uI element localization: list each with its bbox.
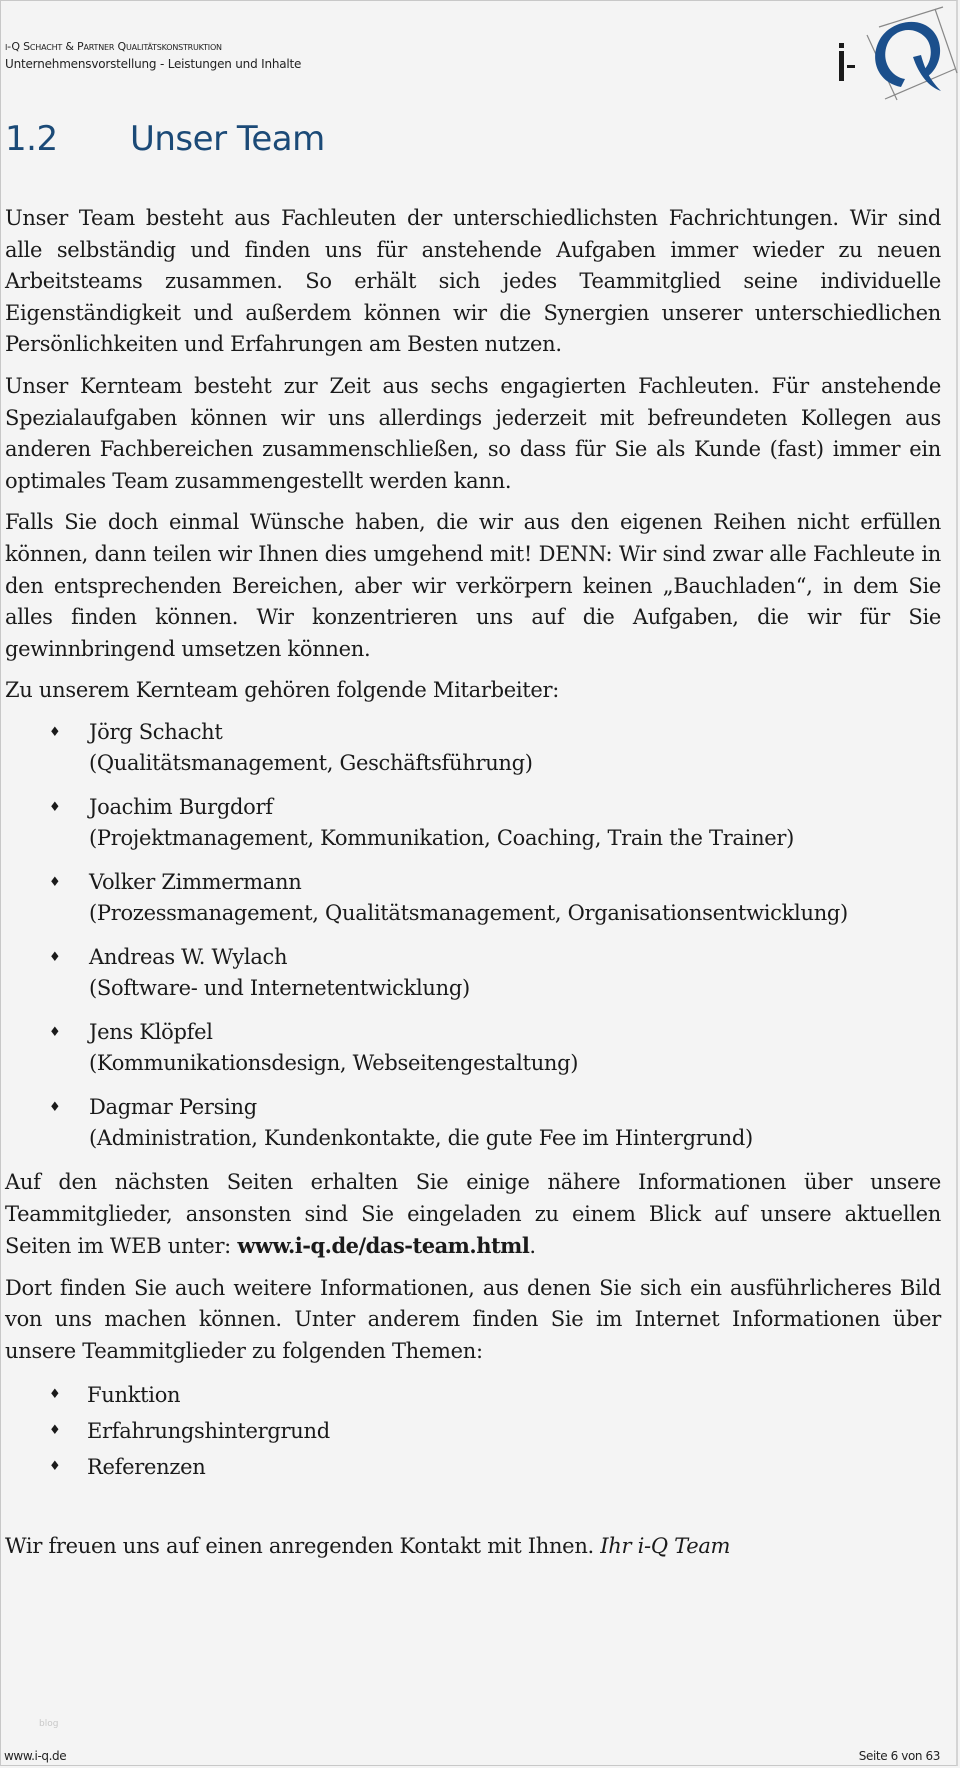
topics-list — [5, 1377, 941, 1485]
diamond-bullet-icon: ♦ — [49, 1459, 61, 1475]
diamond-bullet-icon: ♦ — [49, 1099, 61, 1115]
member-name: Andreas W. Wylach — [89, 944, 288, 969]
topic-item — [5, 1413, 941, 1449]
paragraph-next-pages-text: Auf den nächsten Seiten erhalten Sie einige nähere Informationen über unsere Teammitglieder, ansonsten sind Sie eingeladen zu einem Blick auf unsere aktuellen Seiten im WEB unter: — [5, 1169, 941, 1259]
team-member — [5, 717, 941, 779]
paragraph-members-intro: Zu unserem Kernteam gehören folgende Mitarbeiter: — [5, 678, 560, 703]
closing-text: Wir freuen uns auf einen anregenden Kontakt mit Ihnen. — [5, 1534, 601, 1559]
diamond-bullet-icon: ♦ — [49, 1024, 61, 1040]
team-member — [5, 1092, 941, 1154]
diamond-bullet-icon: ♦ — [49, 874, 61, 890]
header-company: i-Q Schacht & Partner Qualitätskonstruktion — [5, 40, 222, 53]
footer-url[interactable]: www.i-q.de — [4, 1749, 67, 1763]
team-member — [5, 942, 941, 1004]
paragraph-more-info: Dort finden Sie auch weitere Informationen, aus denen Sie sich ein ausführlicheres Bild von uns machen können. Unter anderem finden Sie im Internet Informationen über unsere Teammitglieder zu folgenden Themen: — [5, 1275, 941, 1363]
member-role: (Projektmanagement, Kommunikation, Coaching, Train the Trainer) — [89, 825, 795, 850]
topic-label: Erfahrungshintergrund — [87, 1419, 330, 1444]
diamond-bullet-icon: ♦ — [49, 1387, 61, 1403]
topic-item — [5, 1377, 941, 1413]
watermark: blog — [39, 1719, 59, 1729]
paragraph-core-team: Unser Kernteam besteht zur Zeit aus sechs engagierten Fachleuten. Für anstehende Spezialaufgaben können wir uns allerdings jederzeit mit befreundeten Kollegen aus anderen Fachbereichen zusammenschließen, so dass für Sie als Kunde (fast) immer ein optimales Team zusammengestellt werden kann. — [5, 373, 941, 493]
diamond-bullet-icon: ♦ — [49, 724, 61, 740]
paragraph-closing — [5, 1531, 941, 1563]
team-list — [5, 717, 941, 1154]
body-content — [5, 203, 941, 1573]
footer-page-number: Seite 6 von 63 — [858, 1749, 940, 1763]
member-name: Joachim Burgdorf — [89, 794, 273, 819]
iq-logo-icon — [839, 5, 959, 101]
signature: Ihr i-Q Team — [600, 1534, 731, 1559]
member-role: (Kommunikationsdesign, Webseitengestaltung) — [89, 1050, 579, 1075]
member-name: Jens Klöpfel — [89, 1019, 213, 1044]
member-name: Dagmar Persing — [89, 1094, 257, 1119]
diamond-bullet-icon: ♦ — [49, 949, 61, 965]
topic-item — [5, 1449, 941, 1485]
diamond-bullet-icon: ♦ — [49, 1423, 61, 1439]
section-title: Unser Team — [130, 119, 325, 159]
diamond-bullet-icon: ♦ — [49, 799, 61, 815]
section-heading — [5, 119, 325, 159]
period: . — [529, 1234, 536, 1259]
member-role: (Prozessmanagement, Qualitätsmanagement, Organisationsentwicklung) — [89, 900, 848, 925]
paragraph-intro: Unser Team besteht aus Fachleuten der unterschiedlichsten Fachrichtungen. Wir sind alle selbständig und finden uns für anstehende Aufgaben immer wieder zu neuen Arbeitsteams zusammen. So erhält sich jedes Teammitglied seine individuelle Eigenständigkeit und außerdem können wir die Synergien unserer unterschiedlichen Persönlichkeiten und Erfahrungen am Besten nutzen. — [5, 206, 941, 357]
topic-label: Referenzen — [87, 1455, 206, 1480]
topic-label: Funktion — [87, 1383, 181, 1408]
member-name: Jörg Schacht — [89, 719, 223, 744]
team-member — [5, 867, 941, 929]
header-subtitle: Unternehmensvorstellung - Leistungen und Inhalte — [5, 57, 302, 71]
team-member — [5, 792, 941, 854]
section-number: 1.2 — [5, 119, 58, 159]
member-role: (Software- und Internetentwicklung) — [89, 975, 470, 1000]
member-role: (Administration, Kundenkontakte, die gute Fee im Hintergrund) — [89, 1125, 753, 1150]
team-page-link[interactable]: www.i-q.de/das-team.html — [237, 1233, 530, 1259]
paragraph-wishes: Falls Sie doch einmal Wünsche haben, die wir aus den eigenen Reihen nicht erfüllen können, dann teilen wir Ihnen dies umgehend mit! DENN: Wir sind zwar alle Fachleute in den entsprechenden Bereichen, aber wir verkörpern keinen „Bauchladen“, in dem Sie alles finden können. Wir konzentrieren uns auf die Aufgaben, die wir für Sie gewinnbringend umsetzen können. — [5, 510, 941, 661]
team-member — [5, 1017, 941, 1079]
paragraph-next-pages — [5, 1167, 941, 1263]
member-name: Volker Zimmermann — [89, 869, 302, 894]
member-role: (Qualitätsmanagement, Geschäftsführung) — [89, 750, 533, 775]
